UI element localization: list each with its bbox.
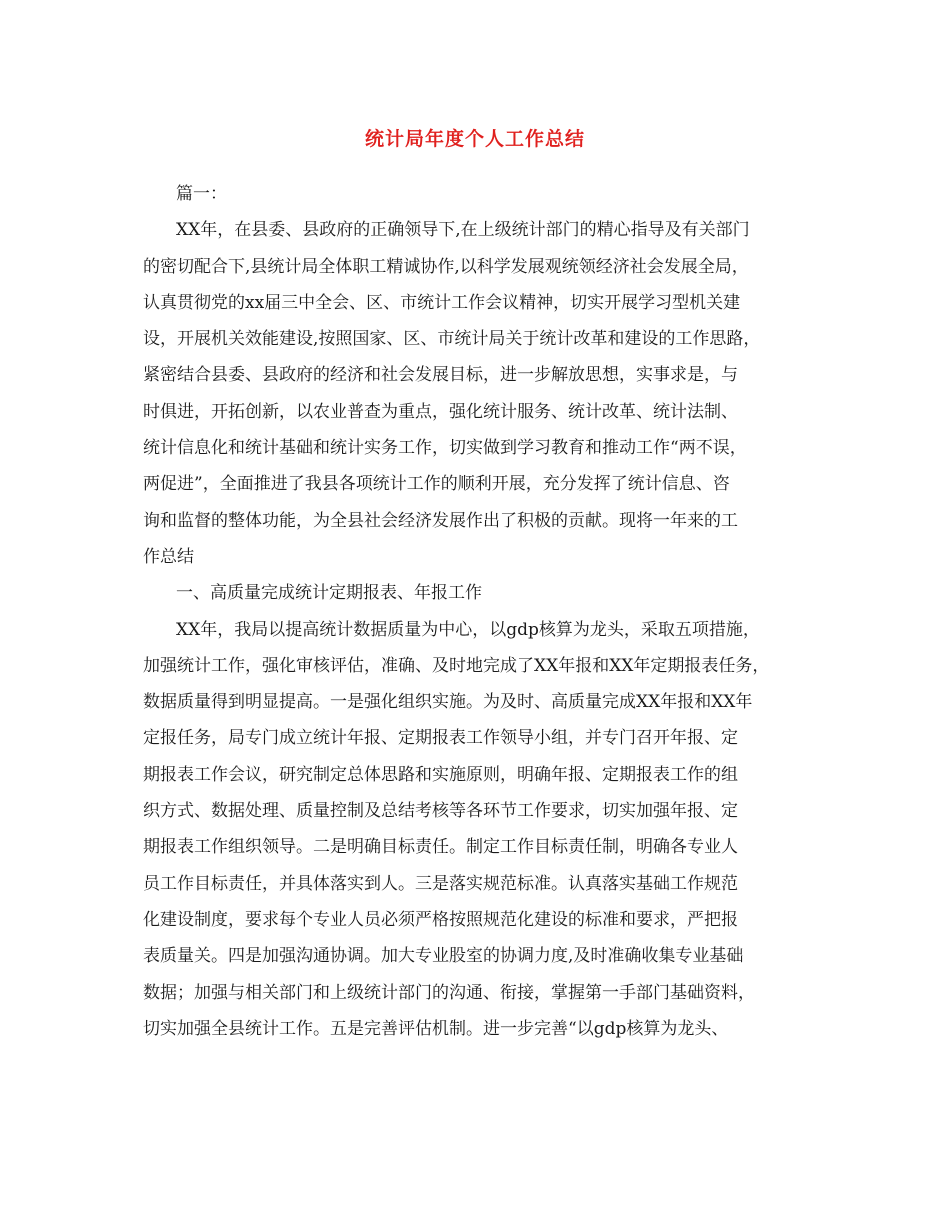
text-line: 的密切配合下,县统计局全体职工精诚协作,以科学发展观统领经济社会发展全局，	[143, 256, 749, 277]
text-line: 两促进”，全面推进了我县各项统计工作的顺利开展，充分发挥了统计信息、咨	[143, 474, 730, 495]
text-line: 一、高质量完成统计定期报表、年报工作	[176, 583, 482, 604]
text-line: 数据质量得到明显提高。一是强化组织实施。为及时、高质量完成XX年报和XX年	[143, 692, 753, 713]
text-line: XX年，我局以提高统计数据质量为中心，以gdp核算为龙头，采取五项措施，	[176, 619, 760, 640]
text-line: 紧密结合县委、县政府的经济和社会发展目标，进一步解放思想，实事求是，与	[143, 365, 738, 386]
text-line: 设，开展机关效能建设,按照国家、区、市统计局关于统计改革和建设的工作思路，	[143, 329, 761, 350]
document-title: 统计局年度个人工作总结	[364, 128, 585, 150]
text-line: 定报任务，局专门成立统计年报、定期报表工作领导小组，并专门召开年报、定	[143, 728, 738, 749]
text-line: 时俱进，开拓创新，以农业普查为重点，强化统计服务、统计改革、统计法制、	[143, 401, 738, 422]
text-line: 篇一：	[176, 184, 227, 204]
text-line: 切实加强全县统计工作。五是完善评估机制。进一步完善“以gdp核算为龙头、	[143, 1018, 729, 1039]
document-body	[143, 176, 833, 1047]
text-line: 认真贯彻党的xx届三中全会、区、市统计工作会议精神，切实开展学习型机关建	[143, 292, 741, 313]
text-line: 询和监督的整体功能，为全县社会经济发展作出了积极的贡献。现将一年来的工	[143, 510, 738, 531]
text-line: 表质量关。四是加强沟通协调。加大专业股室的协调力度,及时准确收集专业基础	[143, 946, 744, 967]
text-line: 期报表工作组织领导。二是明确目标责任。制定工作目标责任制，明确各专业人	[143, 837, 738, 858]
text-line: 作总结	[143, 546, 194, 567]
text-line: 员工作目标责任，并具体落实到人。三是落实规范标准。认真落实基础工作规范	[143, 873, 738, 894]
text-line: 织方式、数据处理、质量控制及总结考核等各环节工作要求，切实加强年报、定	[143, 801, 738, 822]
text-line: 化建设制度，要求每个专业人员必须严格按照规范化建设的标准和要求，严把报	[143, 909, 738, 930]
text-line: 统计信息化和统计基础和统计实务工作，切实做到学习教育和推动工作“两不误，	[143, 438, 747, 459]
text-line: 数据；加强与相关部门和上级统计部门的沟通、衔接，掌握第一手部门基础资料，	[143, 982, 755, 1003]
text-line: 加强统计工作，强化审核评估，准确、及时地完成了XX年报和XX年定期报表任务，	[143, 655, 770, 676]
text-line: XX年，在县委、县政府的正确领导下,在上级统计部门的精心指导及有关部门	[176, 220, 750, 241]
text-line: 期报表工作会议，研究制定总体思路和实施原则，明确年报、定期报表工作的组	[143, 764, 738, 785]
